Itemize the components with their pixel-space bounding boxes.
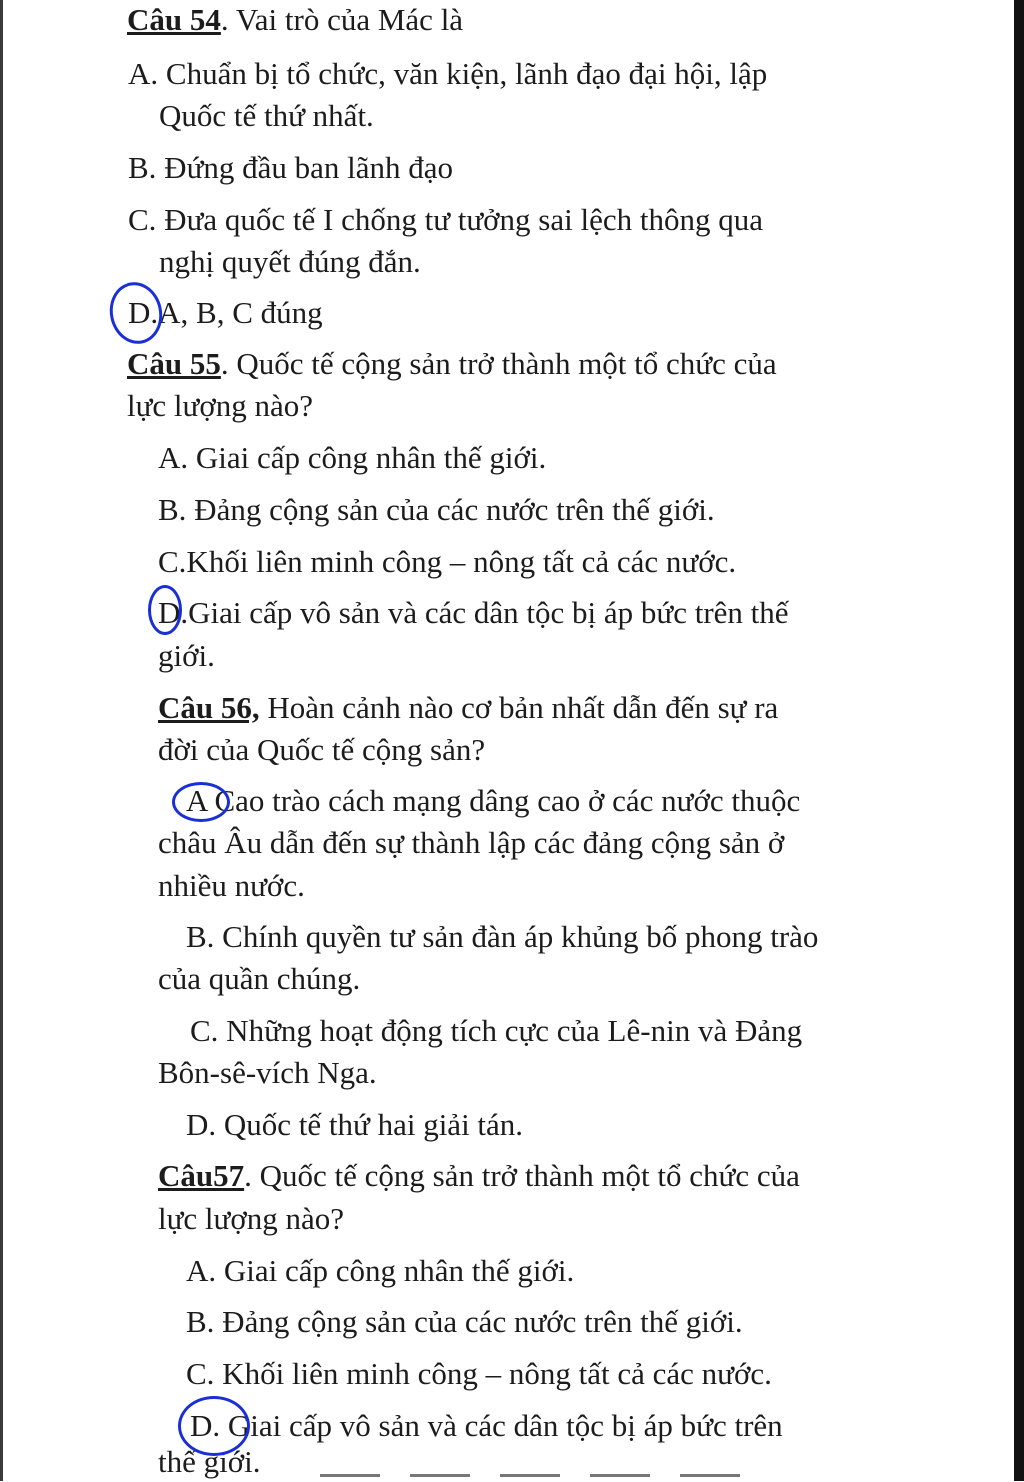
- footer-dash-5: [680, 1474, 740, 1477]
- q57-option-d-text: Giai cấp vô sản và các dân tộc bị áp bức trên: [220, 1408, 783, 1443]
- q57-option-d-line2: thế giới.: [158, 1444, 261, 1479]
- q54-option-c-line2: nghị quyết đúng đắn.: [159, 244, 421, 279]
- footer-dash-2: [410, 1474, 470, 1477]
- q55-option-b: B. Đảng cộng sản của các nước trên thế giới.: [158, 492, 715, 527]
- question-55-label: Câu 55: [127, 346, 221, 381]
- question-57-line: [158, 1156, 800, 1196]
- q54-answer-circle: [104, 277, 168, 348]
- page-left-edge: [0, 0, 3, 1481]
- question-56-text: Hoàn cảnh nào cơ bản nhất dẫn đến sự ra: [259, 690, 779, 725]
- question-56-line: [158, 688, 778, 728]
- q57-answer-circle: [178, 1396, 250, 1456]
- q56-option-a: [186, 781, 800, 821]
- question-57-text: . Quốc tế cộng sản trở thành một tổ chức của: [244, 1158, 800, 1193]
- q55-option-d: [158, 593, 789, 633]
- question-54-text: . Vai trò của Mác là: [220, 2, 464, 37]
- q55-answer-circle: [148, 585, 182, 635]
- q56-option-b-line1: B. Chính quyền tư sản đàn áp khủng bố phong trào: [186, 919, 819, 954]
- q56-option-a-marker: A: [186, 783, 207, 818]
- q56-option-a-line3: nhiều nước.: [158, 868, 305, 903]
- q54-option-a-line1: A. Chuẩn bị tổ chức, văn kiện, lãnh đạo đại hội, lập: [128, 56, 768, 91]
- question-56-label: Câu 56,: [158, 690, 260, 725]
- q54-option-a-line2: Quốc tế thứ nhất.: [159, 98, 374, 133]
- q57-option-b: B. Đảng cộng sản của các nước trên thế giới.: [186, 1304, 743, 1339]
- q54-option-b: B. Đứng đầu ban lãnh đạo: [128, 150, 454, 185]
- question-57-text-line2: lực lượng nào?: [158, 1201, 344, 1236]
- q56-answer-circle: [172, 782, 230, 822]
- q54-option-c-line1: C. Đưa quốc tế I chống tư tưởng sai lệch thông qua: [128, 202, 764, 237]
- q55-option-d-line2: giới.: [158, 638, 215, 673]
- question-55-text: . Quốc tế cộng sản trở thành một tổ chức của: [220, 346, 777, 381]
- q55-option-a: A. Giai cấp công nhân thế giới.: [158, 440, 547, 475]
- question-54-label: Câu 54: [127, 2, 221, 37]
- q57-option-d: [190, 1406, 783, 1446]
- q57-option-d-marker: D.: [190, 1408, 221, 1443]
- question-54-line: [127, 0, 463, 40]
- q55-option-d-text: .Giai cấp vô sản và các dân tộc bị áp bức trên thế: [180, 595, 789, 630]
- q56-option-a-text: Cao trào cách mạng dâng cao ở các nước thuộc: [206, 783, 801, 818]
- question-56-text-line2: đời của Quốc tế cộng sản?: [158, 732, 486, 767]
- q55-option-c: C.Khối liên minh công – nông tất cả các nước.: [158, 544, 737, 579]
- question-55-line: [127, 344, 777, 384]
- question-55-text-line2: lực lượng nào?: [127, 388, 313, 423]
- q56-option-c-line2: Bôn-sê-vích Nga.: [158, 1055, 377, 1090]
- q57-option-a: A. Giai cấp công nhân thế giới.: [186, 1253, 575, 1288]
- question-57-label: Câu57: [158, 1158, 245, 1193]
- q56-option-a-line2: châu Âu dẫn đến sự thành lập các đảng cộng sản ở: [158, 825, 785, 860]
- footer-dash-3: [500, 1474, 560, 1477]
- q56-option-d: D. Quốc tế thứ hai giải tán.: [186, 1107, 524, 1142]
- footer-dash-4: [590, 1474, 650, 1477]
- footer-dash-1: [320, 1474, 380, 1477]
- q56-option-c-line1: C. Những hoạt động tích cực của Lê-nin và Đảng: [190, 1013, 803, 1048]
- q57-option-c: C. Khối liên minh công – nông tất cả các nước.: [186, 1356, 772, 1391]
- page-right-edge: [1014, 0, 1024, 1481]
- q54-option-d-marker: D.: [128, 295, 159, 330]
- q55-option-d-marker: D: [158, 595, 181, 630]
- q54-option-d-text: A, B, C đúng: [158, 295, 323, 330]
- q56-option-b-line2: của quần chúng.: [158, 961, 361, 996]
